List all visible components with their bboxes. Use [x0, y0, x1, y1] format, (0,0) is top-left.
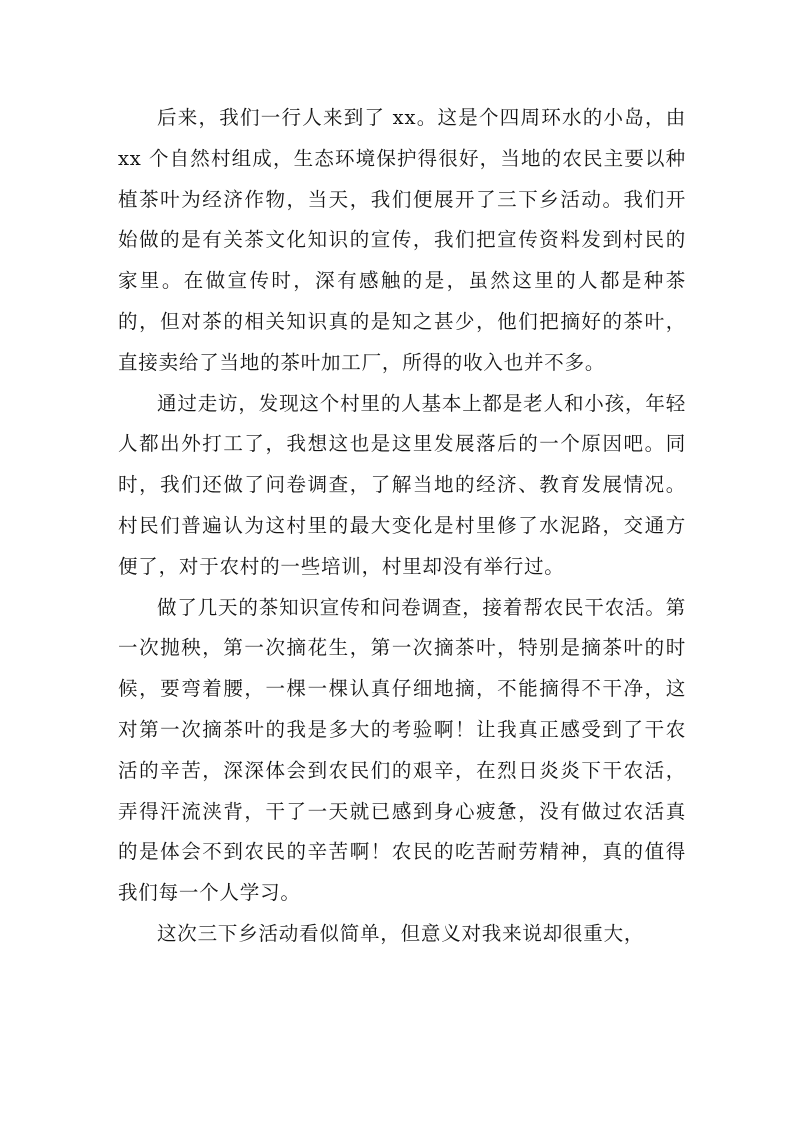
document-body [118, 98, 686, 955]
paragraph-village-visit-survey: 通过走访，发现这个村里的人基本上都是老人和小孩，年轻人都出外打工了，我想这也是这里发展落后的一个原因吧。同时，我们还做了问卷调查，了解当地的经济、教育发展情况。村民们普遍认为这村里的最大变化是村里修了水泥路，交通方便了，对于农村的一些培训，村里却没有举行过。 [118, 391, 686, 578]
paragraph-arrival-island: 后来，我们一行人来到了 xx。这是个四周环水的小岛，由 xx 个自然村组成，生态环境保护得很好，当地的农民主要以种植茶叶为经济作物，当天，我们便展开了三下乡活动。我们开始做的是有关茶文化知识的宣传，我们把宣传资料发到村民的家里。在做宣传时，深有感触的是，虽然这里的人都是种茶的，但对茶的相关知识真的是知之甚少，他们把摘好的茶叶，直接卖给了当地的茶叶加工厂，所得的收入也并不多。 [118, 106, 686, 374]
paragraph-activity-significance: 这次三下乡活动看似简单，但意义对我来说却很重大， [157, 921, 645, 945]
paragraph-farm-work: 做了几天的茶知识宣传和问卷调查，接着帮农民干农活。第一次抛秧，第一次摘花生，第一次摘茶叶，特别是摘茶叶的时候，要弯着腰，一棵一棵认真仔细地摘，不能摘得不干净，这对第一次摘茶叶的我是多大的考验啊！让我真正感受到了干农活的辛苦，深深体会到农民们的艰辛，在烈日炎炎下干农活，弄得汗流浃背，干了一天就已感到身心疲惫，没有做过农活真的是体会不到农民的辛苦啊！农民的吃苦耐劳精神，真的值得我们每一个人学习。 [118, 595, 686, 905]
